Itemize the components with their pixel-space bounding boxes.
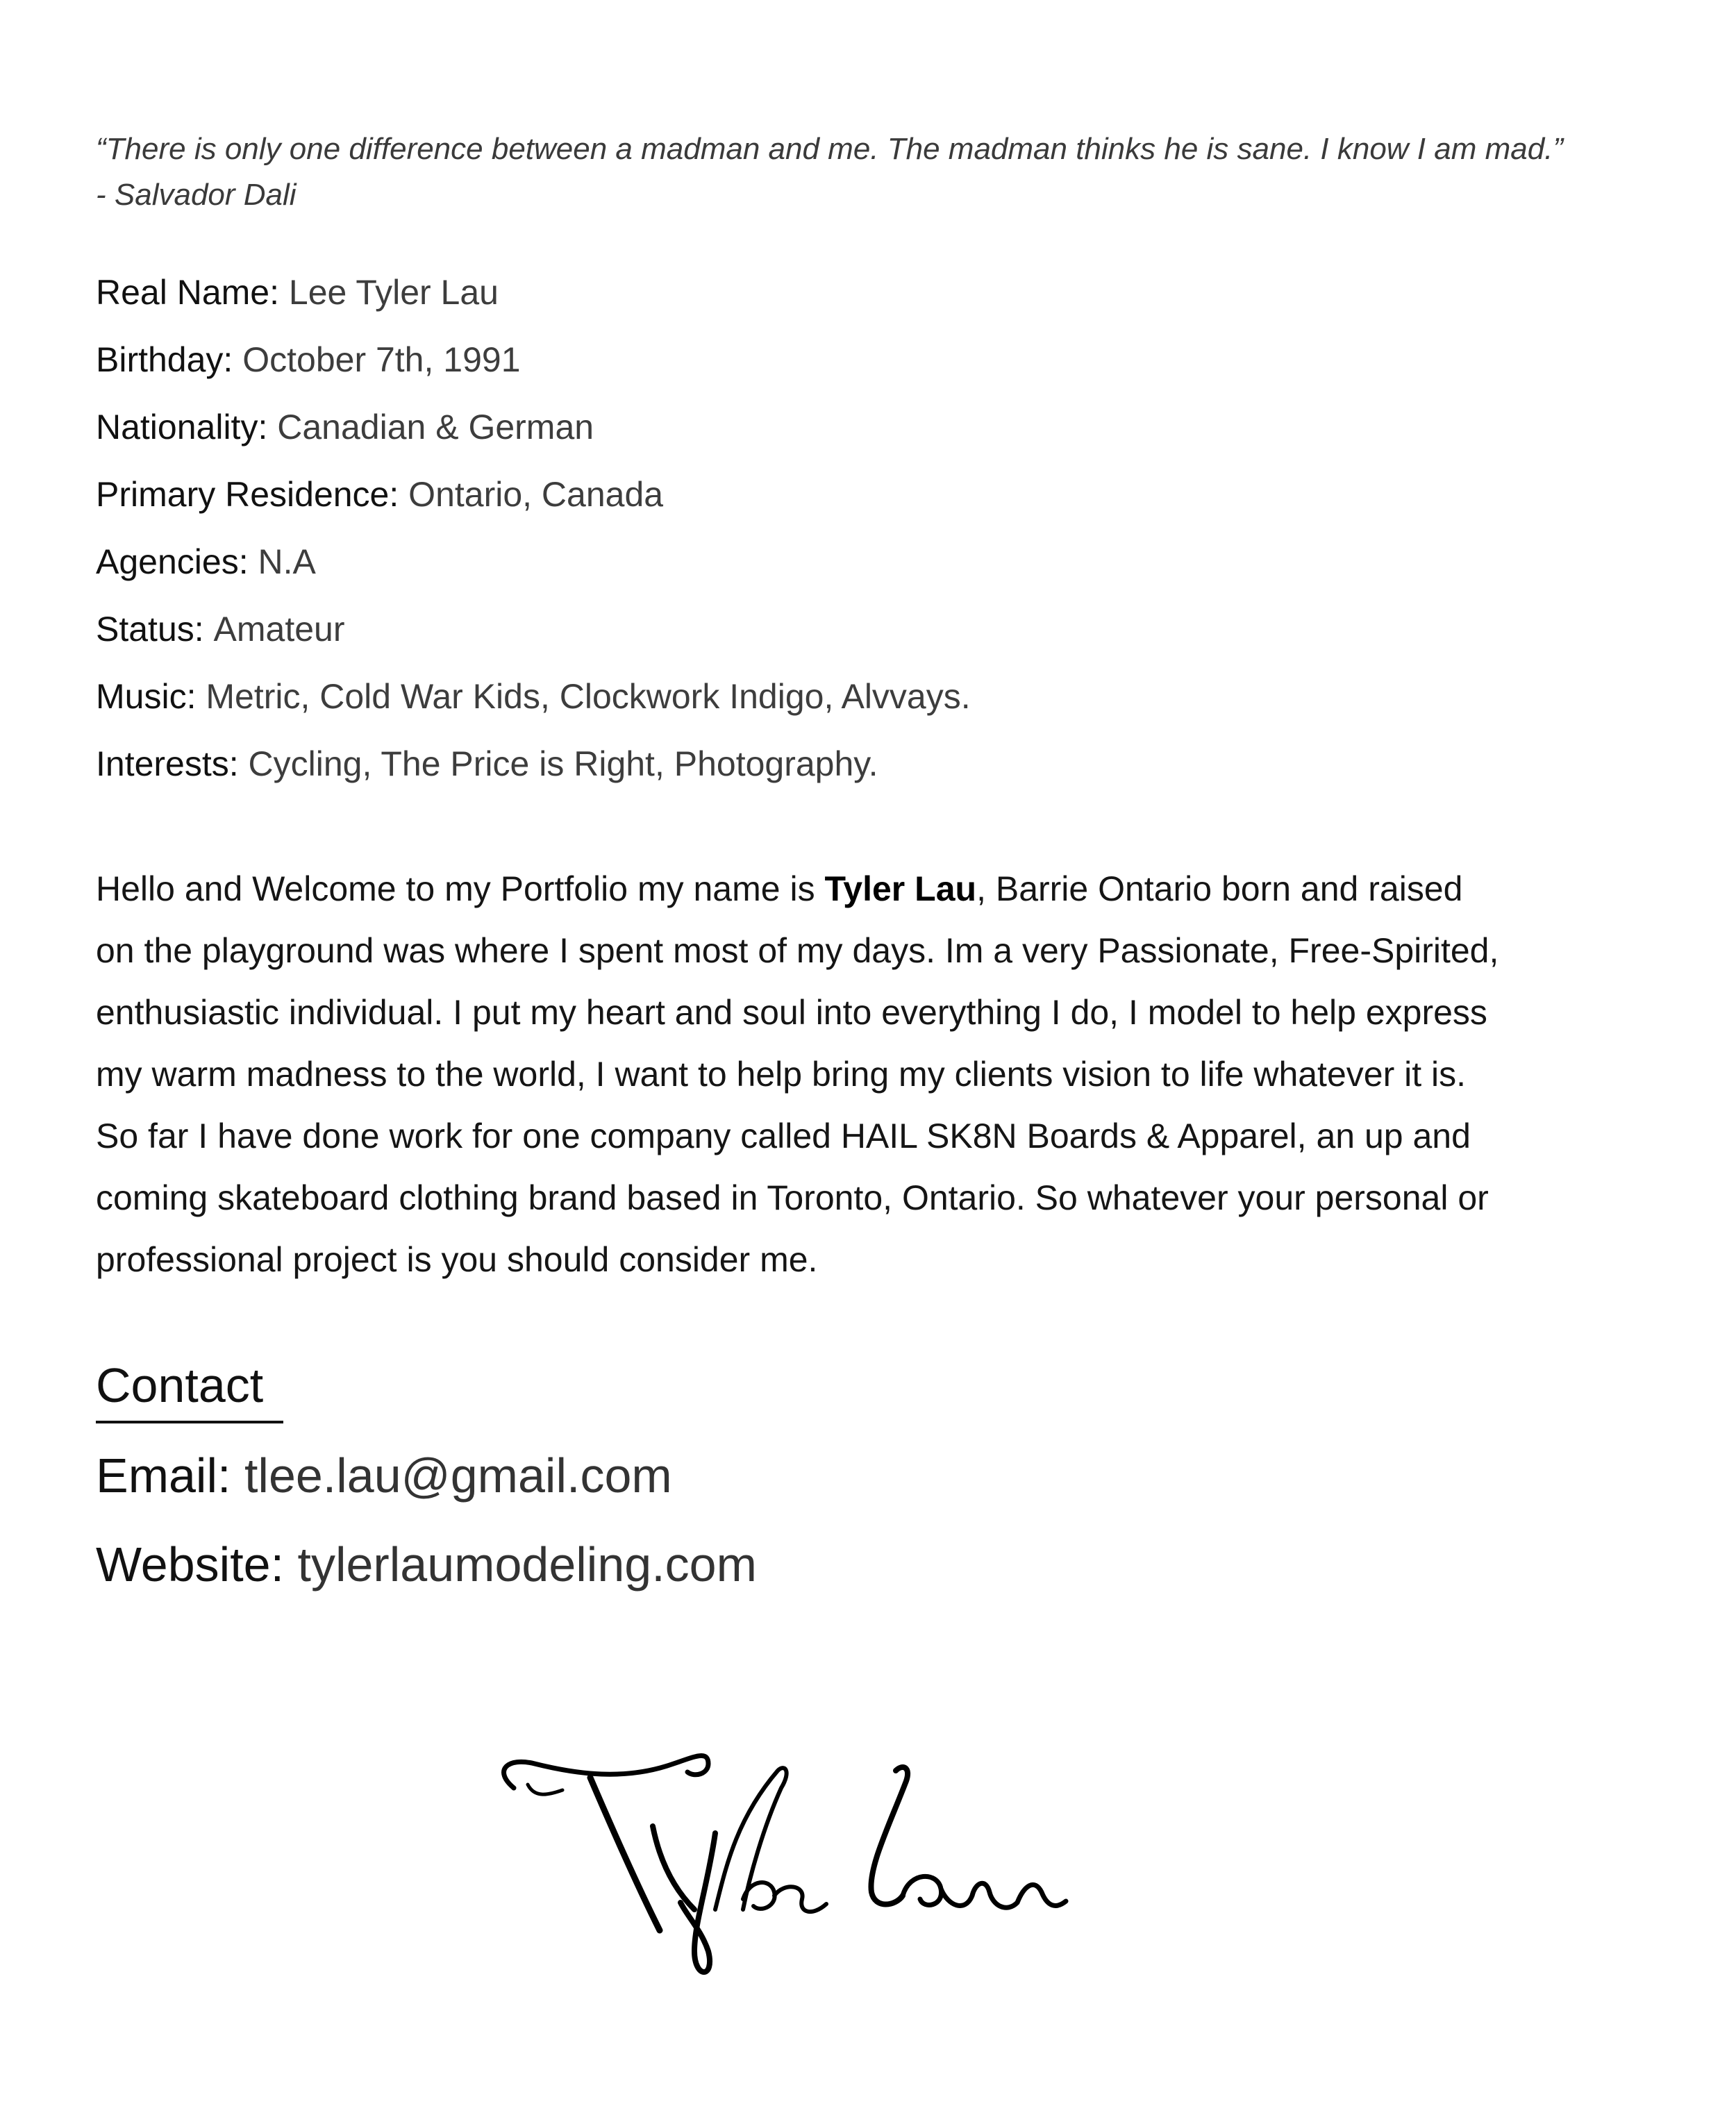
bio-line: So far I have done work for one company called HAIL SK8N Boards & Apparel, an up and: [96, 1117, 1471, 1155]
bio-name-bold: Tyler Lau: [824, 869, 977, 908]
fact-primary-residence: [96, 469, 1665, 536]
fact-value: Canadian & German: [277, 408, 594, 446]
fact-value: Cycling, The Price is Right, Photography.: [248, 744, 878, 783]
website-link[interactable]: tylerlaumodeling.com: [297, 1537, 757, 1591]
fact-interests: [96, 738, 1665, 805]
fact-label: Status:: [96, 610, 204, 649]
fact-value: Amateur: [213, 610, 345, 649]
contact-underline: [96, 1421, 283, 1423]
handwritten-signature: [486, 1722, 1111, 1986]
fact-value: Lee Tyler Lau: [288, 273, 499, 312]
quote-attribution: - Salvador Dali: [96, 178, 297, 212]
email-link[interactable]: tlee.lau@gmail.com: [244, 1448, 672, 1503]
fact-value: Metric, Cold War Kids, Clockwork Indigo, Alvvays.: [206, 677, 971, 716]
fact-label: Music:: [96, 677, 197, 716]
contact-email-row: [96, 1444, 672, 1507]
bio-line: my warm madness to the world, I want to help bring my clients vision to life whatever it is.: [96, 1055, 1466, 1094]
bio-line: professional project is you should consider me.: [96, 1240, 818, 1279]
fact-value: Ontario, Canada: [408, 475, 664, 514]
fact-music: [96, 671, 1665, 738]
bio-line: on the playground was where I spent most of my days. Im a very Passionate, Free-Spirited,: [96, 931, 1499, 970]
fact-label: Agencies:: [96, 542, 249, 581]
fact-label: Primary Residence:: [96, 475, 399, 514]
fact-label: Real Name:: [96, 273, 279, 312]
email-label: Email:: [96, 1448, 231, 1503]
fact-value: N.A: [258, 542, 316, 581]
contact-website-row: [96, 1533, 757, 1596]
fact-nationality: [96, 401, 1665, 469]
personal-facts-list: [96, 267, 1665, 805]
quote-text: “There is only one difference between a madman and me. The madman thinks he is sane. I know I am mad.”: [96, 132, 1564, 166]
website-label: Website:: [96, 1537, 285, 1591]
bio-text: , Barrie Ontario born and raised: [976, 869, 1463, 908]
bio-line: enthusiastic individual. I put my heart and soul into everything I do, I model to help express: [96, 993, 1487, 1032]
fact-real-name: [96, 267, 1665, 334]
fact-birthday: [96, 334, 1665, 401]
fact-status: [96, 603, 1665, 671]
dali-quote: [96, 126, 1665, 218]
fact-label: Nationality:: [96, 408, 268, 446]
fact-value: October 7th, 1991: [242, 340, 521, 379]
bio-text: Hello and Welcome to my Portfolio my name is: [96, 869, 825, 908]
bio-line: coming skateboard clothing brand based in Toronto, Ontario. So whatever your personal or: [96, 1178, 1489, 1217]
fact-agencies: [96, 536, 1665, 603]
bio-paragraph: [96, 858, 1672, 1291]
bio-line: [96, 858, 1672, 920]
contact-heading: Contact: [96, 1358, 264, 1412]
fact-label: Birthday:: [96, 340, 233, 379]
fact-label: Interests:: [96, 744, 239, 783]
